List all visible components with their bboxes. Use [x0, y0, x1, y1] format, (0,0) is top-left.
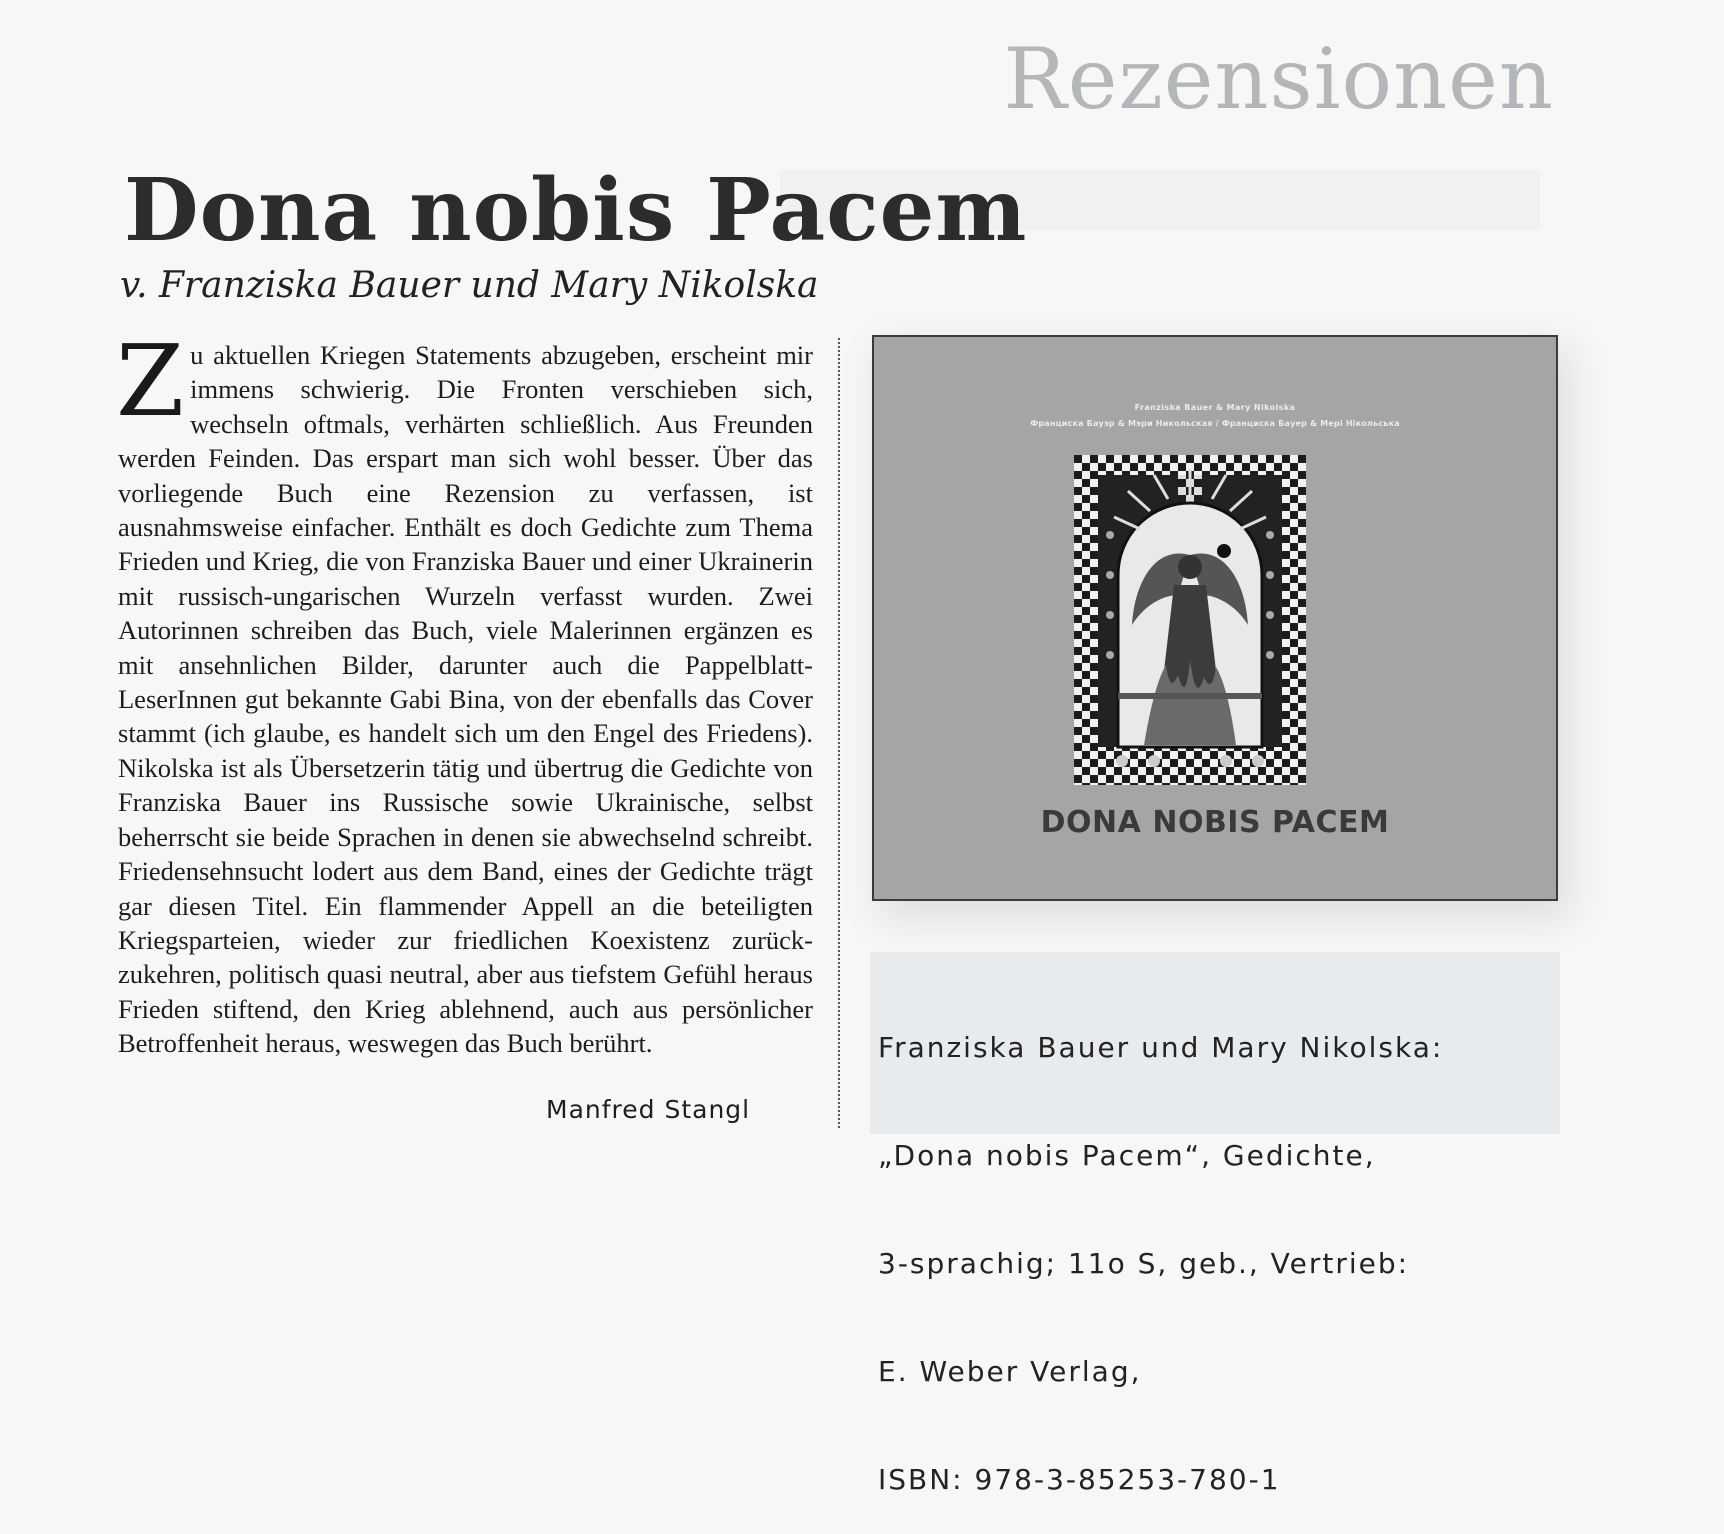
book-info — [878, 958, 1443, 1534]
article-title: Dona nobis Pacem — [124, 160, 1028, 261]
article-byline: v. Franziska Bauer und Mary Nikolska — [120, 265, 819, 306]
cover-authors-cyrillic: Франциска Бауэр & Мэри Никольская / Франциска Бауер & Мері Нікольська — [1030, 419, 1400, 428]
book-info-line: „Dona nobis Pacem“, Gedichte, — [878, 1139, 1376, 1172]
article-author: Manfred Stangl — [546, 1095, 751, 1124]
article-body: u aktuellen Kriegen Statements abzugeben, erscheint mir immens schwierig. Die Fronten verschieben sich, wechseln oftmals, verhärten schließlich. Aus Freunden werden Feinden. Das erspart man sich wohl besser. Über das vorliegende Buch eine Rezension zu verfassen, ist ausnahmsweise einfacher. Enthält es doch Gedichte zum Thema Frieden und Krieg, die von Franziska Bauer und einer Ukrainerin mit russisch-ungarischen Wurzeln verfasst wurden. Zwei Autorinnen schreiben das Buch, viele Malerinnen ergänzen es mit ansehnlichen Bilder, darunter auch die Pappelblatt-LeserInnen gut bekannte Gabi Bina, von der ebenfalls das Cover stammt (ich glaube, es handelt sich um den Engel des Friedens). Nikolska ist als Übersetzerin tätig und übertrug die Gedichte von Franziska Bauer ins Russische sowie Ukrainische, selbst beherrscht sie beide Sprachen in denen sie abwechselnd schreibt. Friedensehnsucht lodert aus dem Band, eines der Gedichte trägt gar diesen Titel. Ein flammender Appell an die beteiligten Kriegsparteien, wieder zur friedlichen Koexistenz zurückzukehren, politisch quasi neutral, aber aus tiefstem Gefühl heraus Frieden stiftend, den Krieg ablehnend, auch aus persönlicher Betroffenheit heraus, weswegen das Buch berührt. — [118, 340, 813, 1059]
book-info-line: Franziska Bauer und Mary Nikolska: — [878, 1031, 1444, 1064]
cover-title: DONA NOBIS PACEM — [1040, 805, 1390, 840]
book-cover-image — [872, 335, 1558, 901]
article-text — [116, 325, 813, 1061]
book-info-line: 3-sprachig; 11o S, geb., Vertrieb: — [878, 1247, 1410, 1280]
cover-angel-artwork — [1074, 455, 1306, 785]
drop-cap: Z — [116, 325, 185, 439]
section-header: Rezensionen — [1003, 30, 1554, 128]
cover-authors-latin: Franziska Bauer & Mary Nikolska — [1134, 403, 1296, 412]
book-info-line: E. Weber Verlag, — [878, 1355, 1142, 1388]
book-info-line: ISBN: 978-3-85253-780-1 — [878, 1463, 1281, 1496]
column-divider — [838, 338, 840, 1128]
